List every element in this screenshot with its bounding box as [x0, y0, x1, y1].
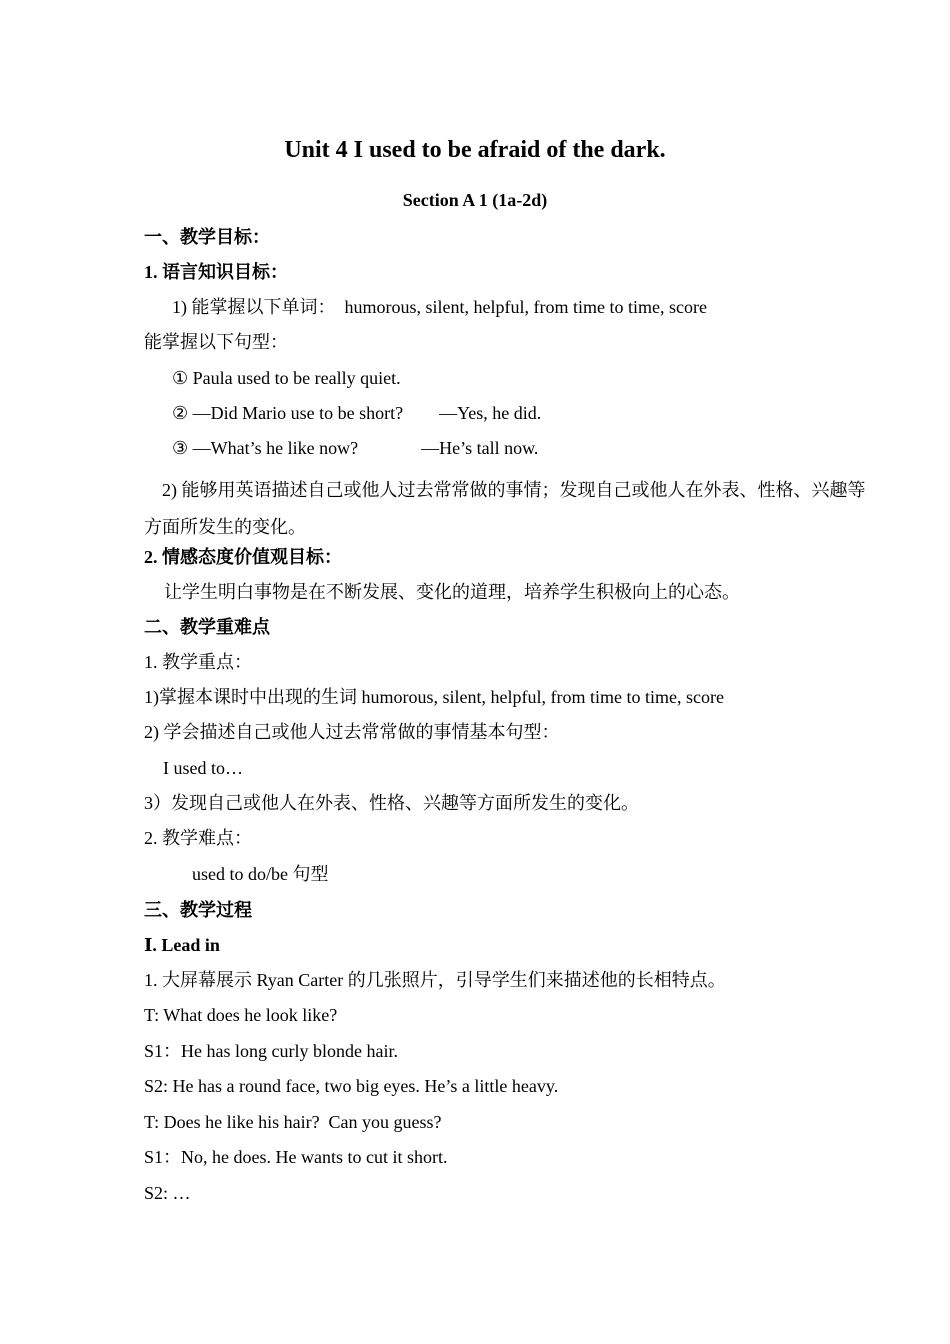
heading-key-difficult-points: 二、教学重难点 — [144, 617, 270, 637]
dialogue-line-6: S2: … — [144, 1183, 191, 1203]
dialogue-line-3: S2: He has a round face, two big eyes. He’s a little heavy. — [144, 1076, 559, 1096]
heading-teaching-process: 三、教学过程 — [144, 900, 252, 920]
sentence-pattern-2: ② —Did Mario use to be short? —Yes, he did. — [172, 403, 542, 423]
key-point-1: 1)掌握本课时中出现的生词 humorous, silent, helpful, from time to time, score — [144, 687, 724, 707]
difficult-point-1: used to do/be 句型 — [192, 864, 329, 884]
key-point-2-example: I used to… — [163, 758, 243, 778]
key-points-heading: 1. 教学重点： — [144, 652, 252, 672]
dialogue-line-1: T: What does he look like? — [144, 1005, 338, 1025]
dialogue-line-4: T: Does he like his hair? Can you guess? — [144, 1112, 442, 1132]
objective-describe-changes: 2) 能够用英语描述自己或他人过去常常做的事情；发现自己或他人在外表、性格、兴趣等方面所发生的变化。 — [144, 480, 866, 537]
lead-in-step-1: 1. 大屏幕展示 Ryan Carter 的几张照片，引导学生们来描述他的长相特点。 — [144, 970, 726, 990]
dialogue-line-5: S1：No, he does. He wants to cut it short. — [144, 1147, 448, 1167]
heading-language-knowledge: 1. 语言知识目标： — [144, 262, 288, 282]
heading-lead-in: Ⅰ. Lead in — [144, 935, 220, 955]
key-point-3: 3）发现自己或他人在外表、性格、兴趣等方面所发生的变化。 — [144, 793, 639, 813]
sentence-pattern-1: ① Paula used to be really quiet. — [172, 368, 401, 388]
key-point-2: 2) 学会描述自己或他人过去常常做的事情基本句型： — [144, 722, 560, 742]
section-subtitle: Section A 1 (1a-2d) — [402, 190, 548, 210]
heading-teaching-objectives: 一、教学目标： — [144, 227, 270, 247]
emotional-goal-text: 让学生明白事物是在不断发展、变化的道理，培养学生积极向上的心态。 — [164, 582, 740, 602]
sentence-patterns-intro: 能掌握以下句型： — [144, 332, 288, 352]
sentence-pattern-3: ③ —What’s he like now? —He’s tall now. — [172, 438, 539, 458]
heading-emotional-goals: 2. 情感态度价值观目标： — [144, 547, 342, 567]
document-title: Unit 4 I used to be afraid of the dark. — [284, 137, 666, 163]
dialogue-line-2: S1：He has long curly blonde hair. — [144, 1041, 398, 1061]
vocabulary-line: 1) 能掌握以下单词： humorous, silent, helpful, from time to time, score — [172, 297, 707, 317]
difficult-points-heading: 2. 教学难点： — [144, 828, 252, 848]
